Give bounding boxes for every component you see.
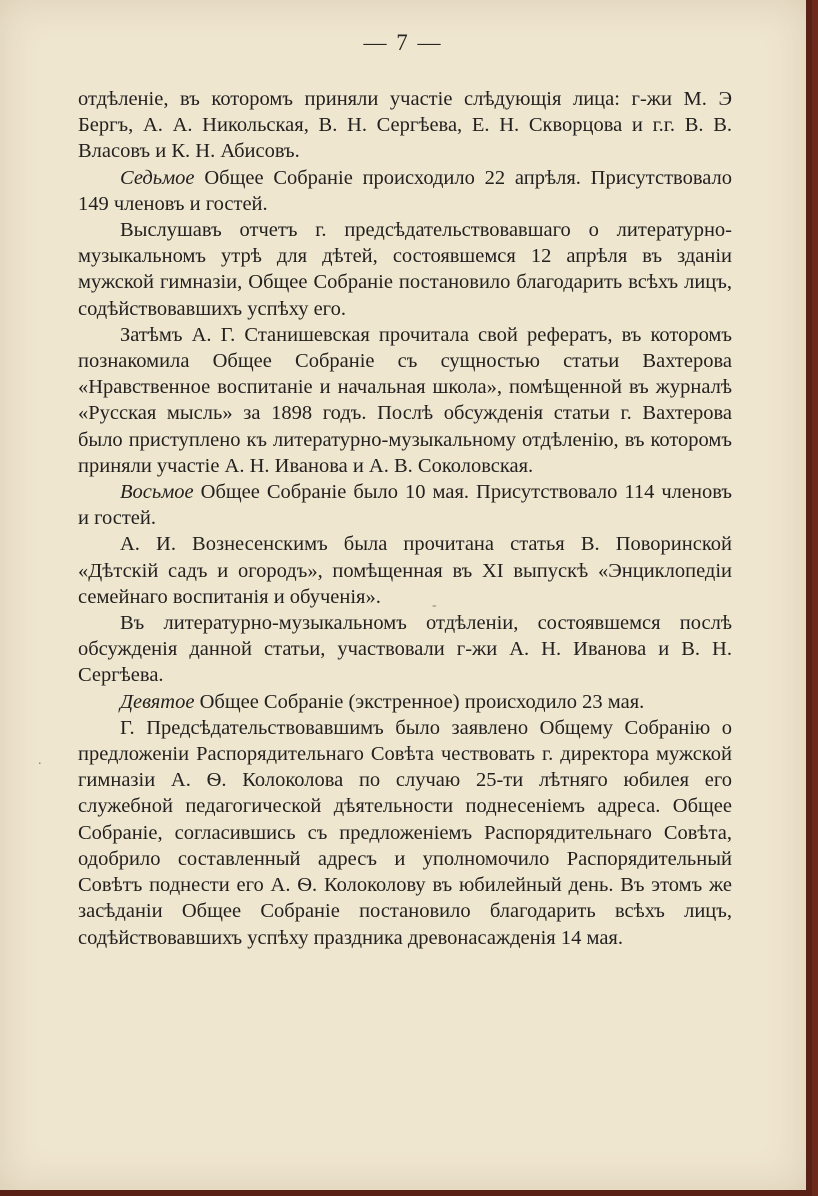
meeting-ordinal: Восьмое — [120, 481, 194, 504]
paragraph-text: Г. Предсѣдательствовавшимъ было заявлено Общему Собранію о предложеніи Распорядительнаго Совѣта чествовать г. директора мужской гимназіи А. Ѳ. Колоколова по случаю 25-ти лѣтняго юбилея его служебной педагогической дѣятельности поднесеніемъ адреса. Общее Собраніе, согласившись съ предложеніемъ Распорядительнаго Совѣта, одобрило составленный адресъ и уполномочило Распорядительный Совѣтъ поднести его А. Ѳ. Колоколову въ юбилейный день. Въ этомъ же засѣданіи Общее Собраніе постановило благодарить всѣхъ лицъ, содѣйствовавшихъ успѣху праздника древонасажденія 14 мая. — [78, 716, 732, 949]
paragraph — [78, 86, 732, 165]
paragraph — [78, 217, 732, 322]
paragraph — [78, 715, 732, 951]
paragraph-text: Общее Собраніе было 10 мая. Присутствовало 114 членовъ и гостей. — [78, 481, 732, 530]
page-number: — 7 — — [363, 30, 443, 55]
meeting-ordinal: Седьмое — [120, 166, 195, 189]
print-speck: - — [432, 598, 437, 613]
paragraph — [78, 165, 732, 217]
paragraph — [78, 610, 732, 689]
paragraph-text: Общее Собраніе происходило 22 апрѣля. Присутствовало 149 членовъ и гостей. — [78, 166, 732, 215]
print-speck: . — [38, 753, 42, 768]
paragraph-text: А. И. Вознесенскимъ была прочитана статья В. Поворинской «Дѣтскій садъ и огородъ», помѣщенная въ XI выпускѣ «Энциклопедіи семейнаго воспитанія и обученія». — [78, 533, 732, 608]
paragraph-text: Выслушавъ отчетъ г. предсѣдательствовавшаго о литературно-музыкальномъ утрѣ для дѣтей, состоявшемся 12 апрѣля въ зданіи мужской гимназіи, Общее Собраніе постановило благодарить всѣхъ лицъ, содѣйствовавшихъ успѣху его. — [78, 219, 732, 320]
meeting-ordinal: Девятое — [120, 690, 195, 713]
paragraph-text: Общее Собраніе (экстренное) происходило 23 мая. — [194, 690, 645, 713]
paragraph — [78, 479, 732, 531]
paragraph — [78, 531, 732, 610]
paragraph — [78, 689, 732, 715]
paragraph-text: Затѣмъ А. Г. Станишевская прочитала свой рефератъ, въ которомъ познакомила Общее Собраніе съ сущностью статьи Вахтерова «Нравственное воспитаніе и начальная школа», помѣщенной въ журналѣ «Русская мысль» за 1898 годъ. Послѣ обсужденія статьи г. Вахтерова было приступлено къ литературно-музыкальному отдѣленію, въ которомъ приняли участіе А. Н. Иванова и А. В. Соколовская. — [78, 323, 732, 477]
page-body-text — [78, 86, 732, 951]
paragraph-text: Въ литературно-музыкальномъ отдѣленіи, состоявшемся послѣ обсужденія данной статьи, участвовали г-жи А. Н. Иванова и В. Н. Сергѣева. — [78, 612, 732, 687]
paragraph — [78, 322, 732, 479]
paragraph-text: отдѣленіе, въ которомъ приняли участіе слѣдующія лица: г-жи М. Э Бергъ, А. А. Никольская, В. Н. Сергѣева, Е. Н. Скворцова и г.г. В. В. Власовъ и К. Н. Абисовъ. — [78, 88, 732, 163]
